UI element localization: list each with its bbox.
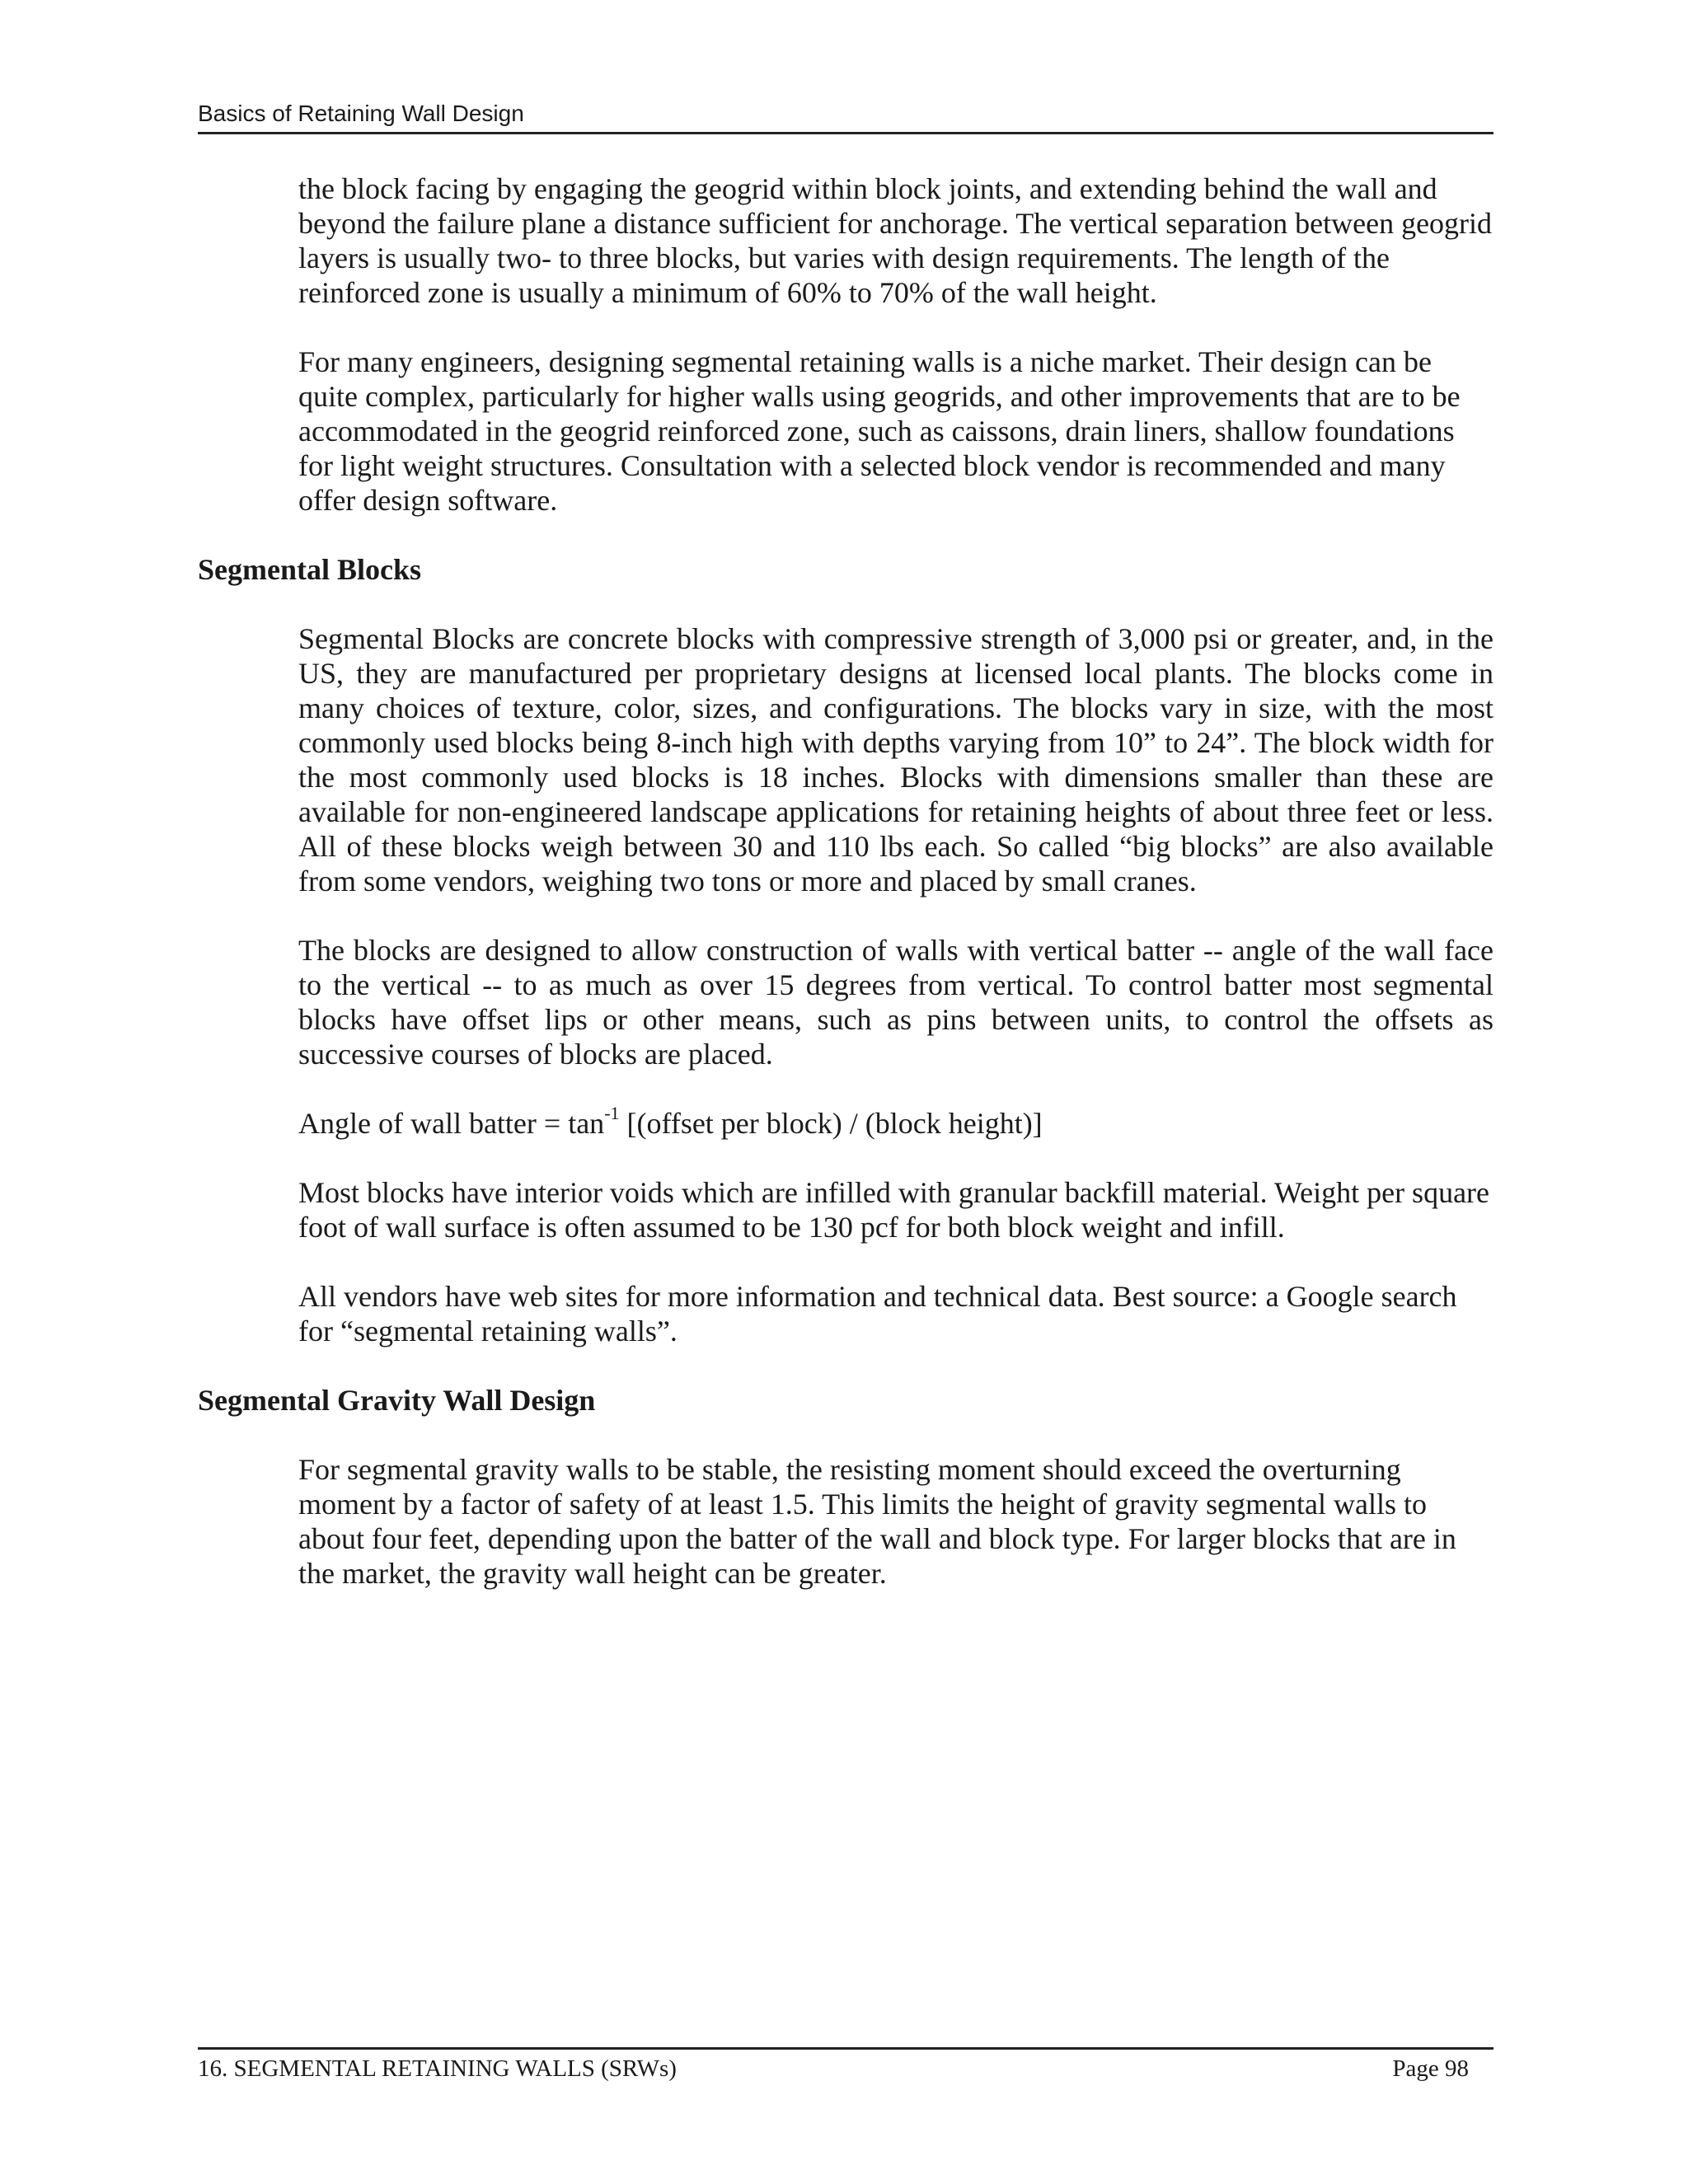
footer-chapter-title: 16. SEGMENTAL RETAINING WALLS (SRWs) — [198, 2055, 677, 2082]
paragraph-wall-batter: The blocks are designed to allow construction of walls with vertical batter -- angle of the wall face to the vertical -- to as much as over 15 degrees from vertical. To control batter most segmental blocks have offset lips or other means, such as pins between units, to control the offsets as successive courses of blocks are placed. — [298, 934, 1493, 1071]
paragraph-gravity-stability: For segmental gravity walls to be stable, the resisting moment should exceed the overturning moment by a factor of safety of at least 1.5. This limits the height of gravity segmental walls to about four feet, depending upon the batter of the wall and block type. For larger blocks that are in the market, the gravity wall height can be greater. — [298, 1453, 1456, 1590]
paragraph-niche-market: For many engineers, designing segmental retaining walls is a niche market. Their design can be quite complex, particularly for higher walls using geogrids, and other improvements that are to be accommodated in the geogrid reinforced zone, such as caissons, drain liners, shallow foundations for light weight structures. Consultation with a selected block vendor is recommended and many offer design software. — [298, 345, 1461, 517]
formula-superscript: -1 — [604, 1103, 620, 1123]
section-heading-segmental-blocks: Segmental Blocks — [198, 553, 422, 586]
paragraph-interior-voids: Most blocks have interior voids which are infilled with granular backfill material. Weight per square foot of wall surface is often assumed to be 130 pcf for both block weight and infill. — [298, 1176, 1490, 1244]
paragraph-vendor-websites: All vendors have web sites for more information and technical data. Best source: a Google search for “segmental retaining walls”. — [298, 1280, 1457, 1347]
paragraph-block-properties: Segmental Blocks are concrete blocks with compressive strength of 3,000 psi or greater, and, in the US, they are manufactured per proprietary designs at licensed local plants. The blocks come in many choices of texture, color, sizes, and configurations. The blocks vary in size, with the most commonly used blocks being 8-inch high with depths varying from 10” to 24”. The block width for the most commonly used blocks is 18 inches. Blocks with dimensions smaller than these are available for non-engineered landscape applications for retaining heights of about three feet or less. All of these blocks weigh between 30 and 110 lbs each. So called “big blocks” are also available from some vendors, weighing two tons or more and placed by small cranes. — [298, 622, 1493, 898]
paragraph-geogrid-anchorage: the block facing by engaging the geogrid within block joints, and extending behind the wall and beyond the failure plane a distance sufficient for anchorage. The vertical separation between geogrid layers is usually two- to three blocks, but varies with design requirements. The length of the reinforced zone is usually a minimum of 60% to 70% of the wall height. — [298, 172, 1493, 309]
page-header — [198, 97, 1493, 134]
footer-page-number: Page 98 — [1392, 2055, 1469, 2082]
section-heading-gravity-wall-design: Segmental Gravity Wall Design — [198, 1384, 596, 1417]
batter-angle-formula — [298, 1103, 1493, 1141]
formula-suffix: [(offset per block) / (block height)] — [619, 1107, 1043, 1140]
page-footer — [198, 2047, 1493, 2082]
formula-prefix: Angle of wall batter = tan — [298, 1107, 605, 1140]
header-title: Basics of Retaining Wall Design — [198, 101, 524, 126]
page-content — [198, 171, 1493, 1625]
